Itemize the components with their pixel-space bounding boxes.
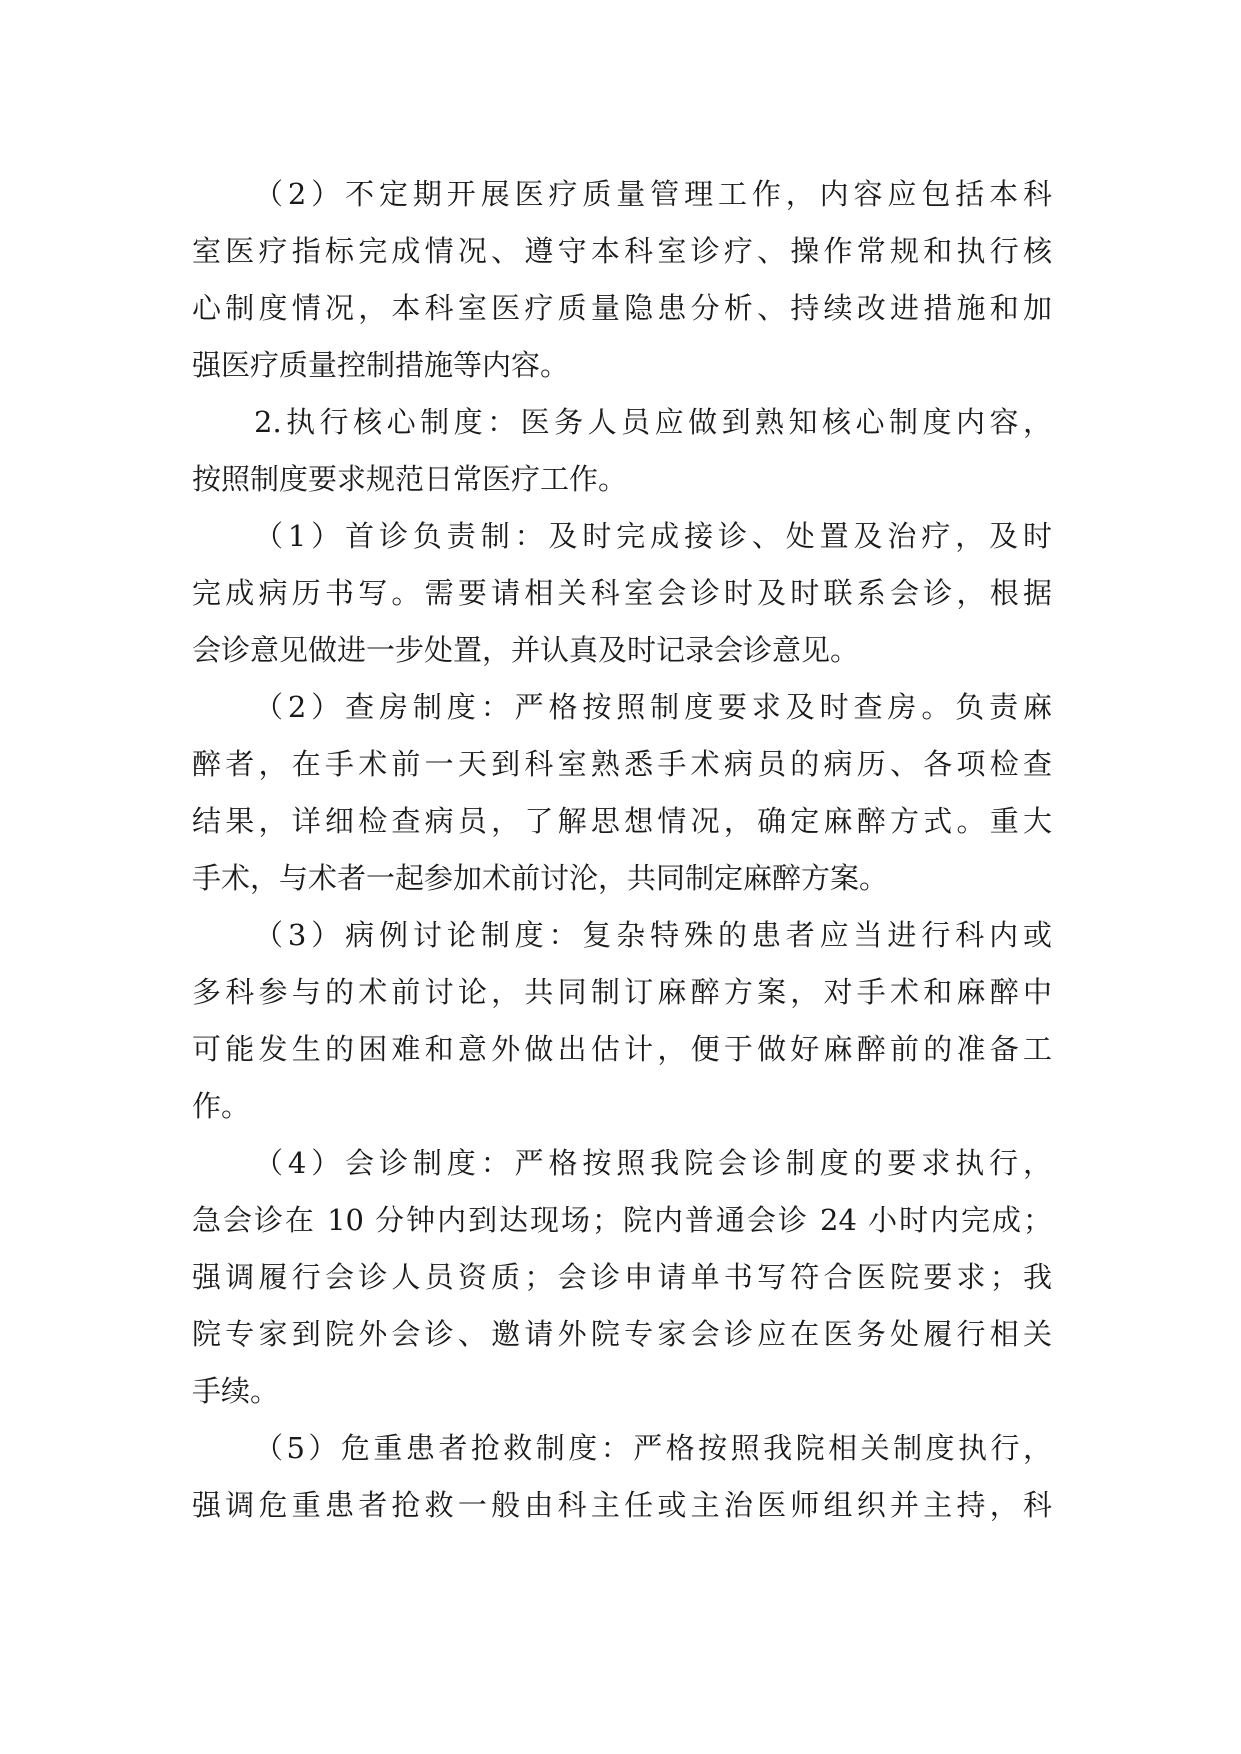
paragraph-line: 室医疗指标完成情况、遵守本科室诊疗、操作常规和执行核 — [192, 234, 1052, 268]
paragraph-line: 作。 — [192, 1089, 251, 1123]
paragraph-line: 强医疗质量控制措施等内容。 — [192, 348, 570, 382]
paragraph-first-line: （2）不定期开展医疗质量管理工作，内容应包括本科 — [254, 177, 1052, 211]
paragraph-line: 强调危重患者抢救一般由科主任或主治医师组织并主持，科 — [192, 1488, 1052, 1522]
paragraph-line: 多科参与的术前讨论，共同制订麻醉方案，对手术和麻醉中 — [192, 975, 1052, 1009]
paragraph-first-line: （5）危重患者抢救制度：严格按照我院相关制度执行， — [254, 1431, 1052, 1465]
paragraph-first-line: （4）会诊制度：严格按照我院会诊制度的要求执行， — [254, 1146, 1052, 1180]
paragraph-line: 按照制度要求规范日常医疗工作。 — [192, 462, 628, 496]
paragraph-first-line: （1）首诊负责制：及时完成接诊、处置及治疗，及时 — [254, 519, 1052, 553]
paragraph-first-line: （2）查房制度：严格按照制度要求及时查房。负责麻 — [254, 690, 1052, 724]
paragraph-line: 急会诊在 10 分钟内到达现场；院内普通会诊 24 小时内完成； — [192, 1203, 1052, 1237]
paragraph-line: 完成病历书写。需要请相关科室会诊时及时联系会诊，根据 — [192, 576, 1052, 610]
paragraph-line: 手续。 — [192, 1374, 280, 1408]
paragraph-line: 院专家到院外会诊、邀请外院专家会诊应在医务处履行相关 — [192, 1317, 1052, 1351]
paragraph-first-line: （3）病例讨论制度：复杂特殊的患者应当进行科内或 — [254, 918, 1052, 952]
paragraph-line: 结果，详细检查病员，了解思想情况，确定麻醉方式。重大 — [192, 804, 1052, 838]
paragraph-line: 可能发生的困难和意外做出估计，便于做好麻醉前的准备工 — [192, 1032, 1052, 1066]
paragraph-line: 心制度情况，本科室医疗质量隐患分析、持续改进措施和加 — [192, 291, 1052, 325]
paragraph-first-line: 2.执行核心制度：医务人员应做到熟知核心制度内容， — [254, 405, 1052, 439]
paragraph-line: 手术，与术者一起参加术前讨沦，共同制定麻醉方案。 — [192, 861, 889, 895]
document-body — [192, 166, 1052, 1534]
paragraph-line: 醉者，在手术前一天到科室熟悉手术病员的病历、各项检查 — [192, 747, 1052, 781]
paragraph-line: 会诊意见做进一步处置，并认真及时记录会诊意见。 — [192, 633, 860, 667]
paragraph-line: 强调履行会诊人员资质；会诊申请单书写符合医院要求；我 — [192, 1260, 1052, 1294]
